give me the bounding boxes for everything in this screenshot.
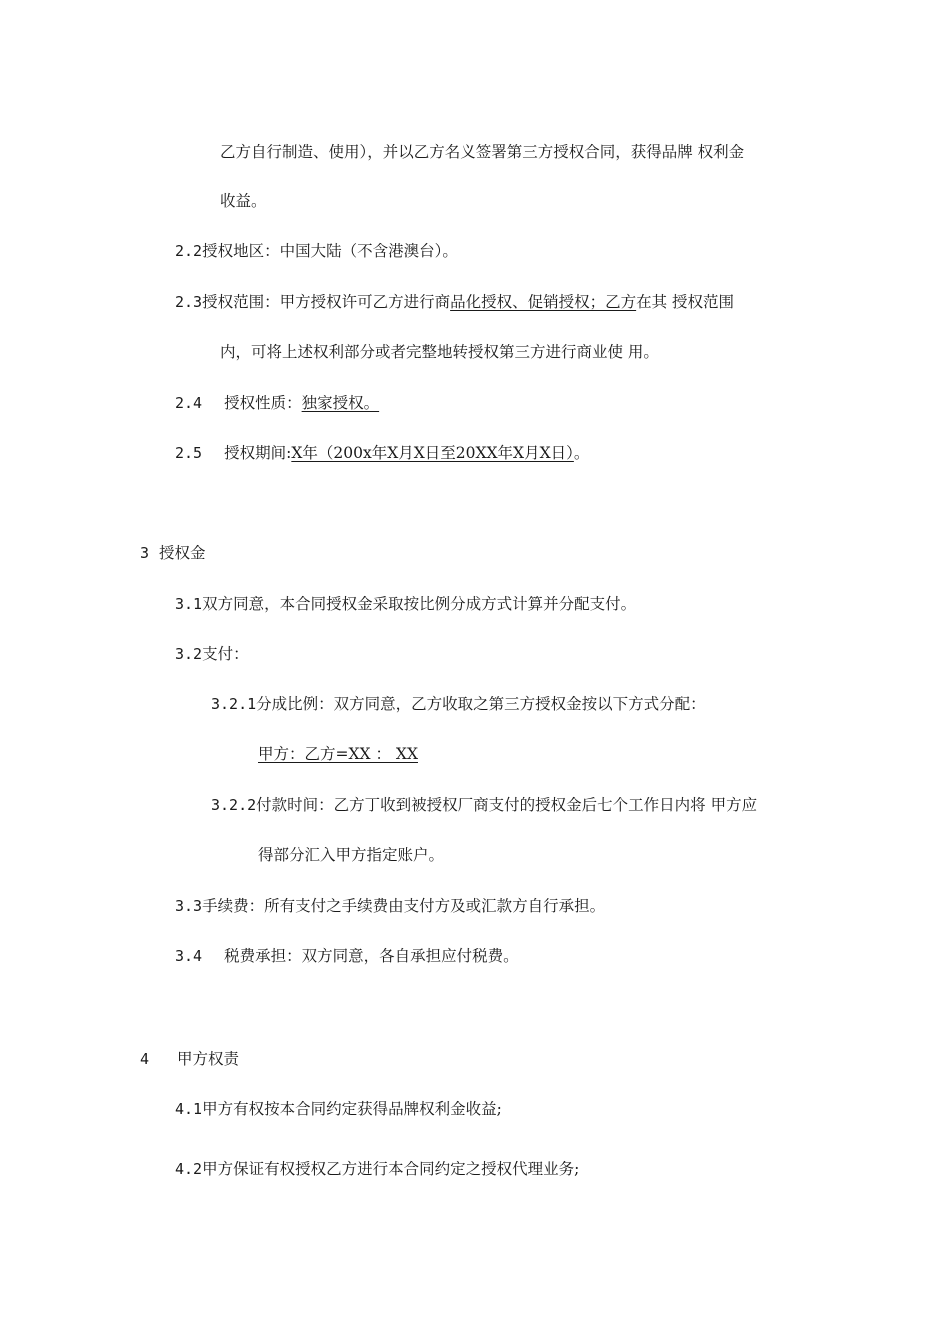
clause-3-4: [175, 945, 519, 967]
clause-2-4: [175, 392, 379, 414]
clause-label: 授权期间:: [224, 444, 292, 462]
clause-number: 3.2.2: [211, 796, 257, 814]
clause-3-2-1: [211, 693, 706, 715]
clause-text: 付款时间：乙方丁收到被授权厂商支付的授权金后七个工作日内将 甲方应: [256, 796, 758, 814]
clause-number: 2.2: [175, 242, 203, 260]
clause-number: 3.2.1: [211, 695, 257, 713]
continuation-line-2: [220, 190, 267, 212]
ratio-line: [258, 743, 418, 765]
clause-text: 授权地区：中国大陆（不含港澳台）。: [202, 242, 458, 260]
clause-4-1: [175, 1098, 502, 1120]
section-number: 3: [140, 544, 150, 562]
clause-value: X年（200x年X月X日至20XX年X月X日）: [291, 444, 574, 462]
clause-2-2: [175, 240, 458, 262]
ratio-text: 甲方：乙方=XX ： XX: [258, 745, 418, 763]
clause-3-1: [175, 593, 636, 615]
section-title: 授权金: [159, 544, 206, 562]
clause-text-b: 在其 授权范围: [636, 293, 735, 311]
clause-number: 2.5: [175, 444, 203, 462]
clause-3-3: [175, 895, 605, 917]
clause-value: 独家授权。: [301, 394, 380, 412]
clause-text-underlined: 品化授权、促销授权；乙方: [450, 293, 637, 311]
section-number: 4: [140, 1050, 150, 1068]
clause-2-3: [175, 291, 734, 313]
clause-text: 分成比例：双方同意，乙方收取之第三方授权金按以下方式分配：: [256, 695, 706, 713]
clause-number: 3.2: [175, 645, 203, 663]
clause-text: 手续费：所有支付之手续费由支付方及或汇款方自行承担。: [202, 897, 606, 915]
clause-2-5: [175, 442, 589, 464]
clause-3-2-2: [211, 794, 757, 816]
clause-suffix: 。: [573, 444, 590, 462]
clause-number: 3.3: [175, 897, 203, 915]
clause-number: 3.1: [175, 595, 203, 613]
clause-2-3-continuation: [220, 341, 659, 363]
clause-number: 2.4: [175, 394, 203, 412]
continuation-text-2: 收益。: [220, 192, 267, 210]
clause-3-2: [175, 643, 249, 665]
clause-text: 甲方保证有权授权乙方进行本合同约定之授权代理业务;: [202, 1160, 580, 1178]
clause-number: 4.1: [175, 1100, 203, 1118]
clause-text: 税费承担：双方同意，各自承担应付税费。: [224, 947, 519, 965]
clause-label: 授权性质：: [224, 394, 302, 412]
continuation-line-1: [220, 141, 744, 163]
clause-text: 支付：: [202, 645, 249, 663]
clause-number: 4.2: [175, 1160, 203, 1178]
clause-3-2-2-continuation: [258, 844, 444, 866]
clause-text-continuation: 得部分汇入甲方指定账户。: [258, 846, 445, 864]
clause-text: 甲方有权按本合同约定获得品牌权利金收益;: [202, 1100, 502, 1118]
clause-text-a: 授权范围：甲方授权许可乙方进行商: [202, 293, 451, 311]
section-3-heading: [140, 542, 206, 564]
clause-text-continuation: 内，可将上述权利部分或者完整地转授权第三方进行商业使 用。: [220, 343, 659, 361]
section-4-heading: [140, 1048, 239, 1070]
clause-text: 双方同意，本合同授权金采取按比例分成方式计算并分配支付。: [202, 595, 637, 613]
clause-4-2: [175, 1158, 579, 1180]
continuation-text-1: 乙方自行制造、使用），并以乙方名义签署第三方授权合同，获得品牌 权利金: [220, 143, 745, 161]
clause-number: 3.4: [175, 947, 203, 965]
section-title: 甲方权责: [177, 1050, 240, 1068]
clause-number: 2.3: [175, 293, 203, 311]
